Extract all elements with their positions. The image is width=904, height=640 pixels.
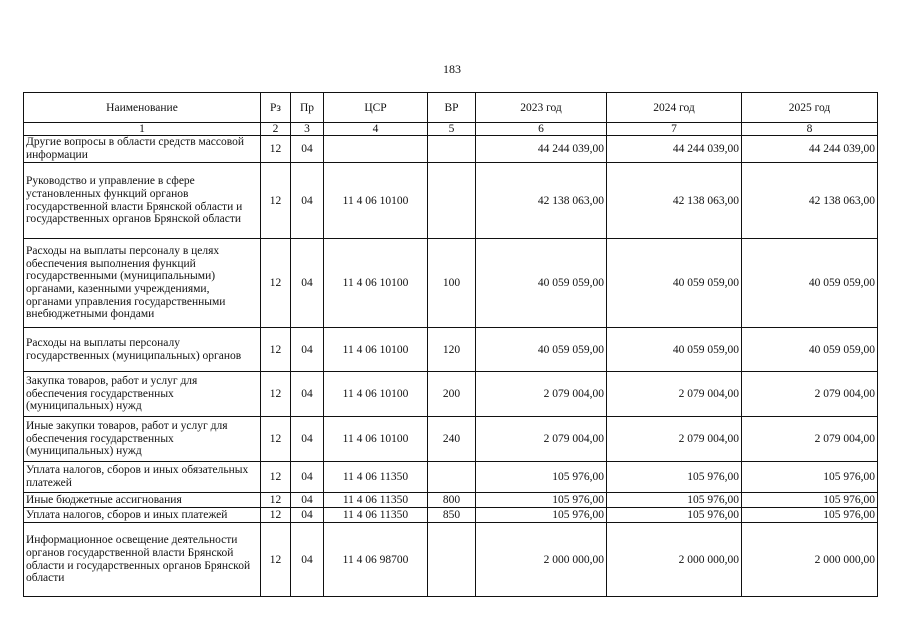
row-csr: 11 4 06 11350: [324, 508, 428, 523]
table-row: [24, 372, 878, 417]
row-csr: 11 4 06 10100: [324, 417, 428, 462]
row-csr: 11 4 06 10100: [324, 163, 428, 239]
row-rz: 12: [261, 508, 291, 523]
row-pr: 04: [291, 462, 324, 493]
row-2023: 2 079 004,00: [476, 372, 607, 417]
row-2024: 105 976,00: [607, 493, 742, 508]
row-2023: 42 138 063,00: [476, 163, 607, 239]
row-vr: [428, 523, 476, 597]
row-name: Уплата налогов, сборов и иных платежей: [24, 508, 261, 523]
row-vr: 100: [428, 239, 476, 328]
row-csr: 11 4 06 11350: [324, 462, 428, 493]
header-2025: 2025 год: [742, 93, 878, 123]
row-csr: 11 4 06 10100: [324, 372, 428, 417]
row-rz: 12: [261, 493, 291, 508]
table-row: [24, 163, 878, 239]
row-2023: 44 244 039,00: [476, 136, 607, 163]
row-2025: 105 976,00: [742, 462, 878, 493]
row-name: Расходы на выплаты персоналу в целях обеспечения выполнения функций государственными (муниципальными) органами, казенными учреждениями, органами управления государственными внебюджетными фондами: [24, 239, 261, 328]
table-row: [24, 523, 878, 597]
column-index: 2: [261, 123, 291, 136]
column-index: 7: [607, 123, 742, 136]
row-2025: 40 059 059,00: [742, 239, 878, 328]
row-2024: 105 976,00: [607, 508, 742, 523]
row-name: Информационное освещение деятельности органов государственной власти Брянской области и государственных органов Брянской области: [24, 523, 261, 597]
row-vr: 200: [428, 372, 476, 417]
row-name: Иные закупки товаров, работ и услуг для обеспечения государственных (муниципальных) нужд: [24, 417, 261, 462]
row-rz: 12: [261, 372, 291, 417]
column-index: 5: [428, 123, 476, 136]
row-name: Расходы на выплаты персоналу государственных (муниципальных) органов: [24, 328, 261, 372]
table-row: [24, 462, 878, 493]
table-row: [24, 417, 878, 462]
row-rz: 12: [261, 523, 291, 597]
table-row: [24, 239, 878, 328]
table-row: [24, 136, 878, 163]
row-pr: 04: [291, 493, 324, 508]
row-vr: [428, 136, 476, 163]
row-2023: 40 059 059,00: [476, 239, 607, 328]
row-2024: 40 059 059,00: [607, 239, 742, 328]
row-2024: 2 079 004,00: [607, 417, 742, 462]
header-pr: Пр: [291, 93, 324, 123]
row-name: Закупка товаров, работ и услуг для обеспечения государственных (муниципальных) нужд: [24, 372, 261, 417]
row-2024: 42 138 063,00: [607, 163, 742, 239]
row-2024: 2 000 000,00: [607, 523, 742, 597]
table-row: [24, 508, 878, 523]
row-csr: 11 4 06 10100: [324, 239, 428, 328]
row-vr: 850: [428, 508, 476, 523]
row-vr: 240: [428, 417, 476, 462]
row-2023: 105 976,00: [476, 508, 607, 523]
table-row: [24, 493, 878, 508]
row-vr: 800: [428, 493, 476, 508]
row-vr: [428, 163, 476, 239]
row-pr: 04: [291, 508, 324, 523]
row-vr: 120: [428, 328, 476, 372]
row-2023: 40 059 059,00: [476, 328, 607, 372]
row-csr: 11 4 06 10100: [324, 328, 428, 372]
row-pr: 04: [291, 523, 324, 597]
row-2023: 105 976,00: [476, 462, 607, 493]
row-csr: [324, 136, 428, 163]
header-vr: ВР: [428, 93, 476, 123]
page-number: 183: [443, 62, 461, 76]
column-index: 1: [24, 123, 261, 136]
row-2023: 2 079 004,00: [476, 417, 607, 462]
budget-table: [23, 92, 878, 597]
row-2024: 105 976,00: [607, 462, 742, 493]
row-name: Руководство и управление в сфере установленных функций органов государственной власти Брянской области и государственных органов Брянской области: [24, 163, 261, 239]
row-2025: 40 059 059,00: [742, 328, 878, 372]
column-index-row: [24, 123, 878, 136]
row-2025: 105 976,00: [742, 508, 878, 523]
header-csr: ЦСР: [324, 93, 428, 123]
header-rz: Рз: [261, 93, 291, 123]
row-pr: 04: [291, 136, 324, 163]
row-2025: 2 079 004,00: [742, 372, 878, 417]
header-row: [24, 93, 878, 123]
row-pr: 04: [291, 239, 324, 328]
header-2024: 2024 год: [607, 93, 742, 123]
row-name: Иные бюджетные ассигнования: [24, 493, 261, 508]
row-2023: 105 976,00: [476, 493, 607, 508]
row-rz: 12: [261, 239, 291, 328]
header-name: Наименование: [24, 93, 261, 123]
row-rz: 12: [261, 417, 291, 462]
row-pr: 04: [291, 372, 324, 417]
row-pr: 04: [291, 417, 324, 462]
row-pr: 04: [291, 328, 324, 372]
row-rz: 12: [261, 462, 291, 493]
row-name: Другие вопросы в области средств массовой информации: [24, 136, 261, 163]
column-index: 4: [324, 123, 428, 136]
row-rz: 12: [261, 163, 291, 239]
row-name: Уплата налогов, сборов и иных обязательных платежей: [24, 462, 261, 493]
table-row: [24, 328, 878, 372]
row-2024: 40 059 059,00: [607, 328, 742, 372]
column-index: 3: [291, 123, 324, 136]
row-2025: 2 000 000,00: [742, 523, 878, 597]
row-2025: 2 079 004,00: [742, 417, 878, 462]
row-2025: 105 976,00: [742, 493, 878, 508]
row-2025: 44 244 039,00: [742, 136, 878, 163]
row-2024: 2 079 004,00: [607, 372, 742, 417]
row-pr: 04: [291, 163, 324, 239]
row-2023: 2 000 000,00: [476, 523, 607, 597]
row-2025: 42 138 063,00: [742, 163, 878, 239]
row-vr: [428, 462, 476, 493]
row-2024: 44 244 039,00: [607, 136, 742, 163]
row-csr: 11 4 06 11350: [324, 493, 428, 508]
row-rz: 12: [261, 328, 291, 372]
column-index: 8: [742, 123, 878, 136]
column-index: 6: [476, 123, 607, 136]
header-2023: 2023 год: [476, 93, 607, 123]
row-csr: 11 4 06 98700: [324, 523, 428, 597]
row-rz: 12: [261, 136, 291, 163]
